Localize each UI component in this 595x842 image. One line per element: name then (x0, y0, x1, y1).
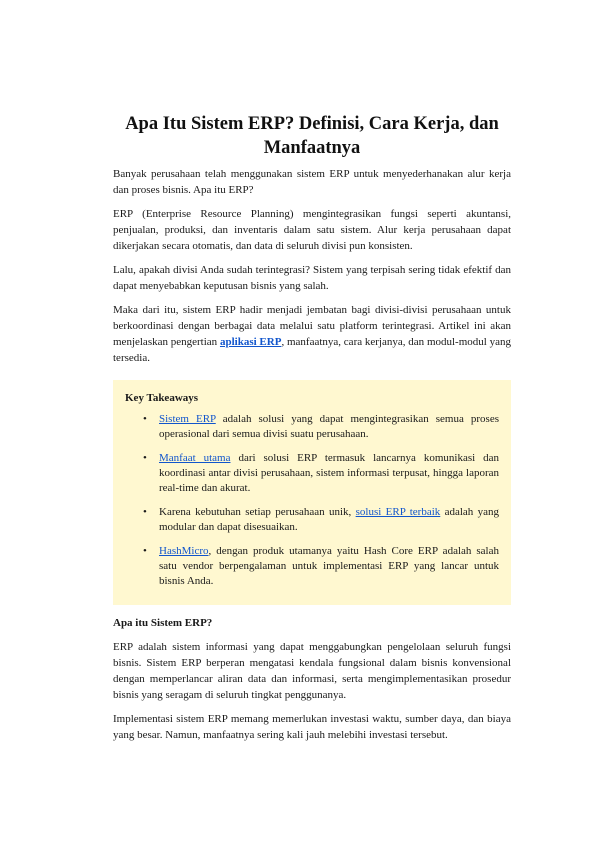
item-text: Karena kebutuhan setiap perusahaan unik, (159, 506, 356, 518)
intro-paragraph-2: ERP (Enterprise Resource Planning) mengintegrasikan fungsi seperti akuntansi, penjualan, produksi, dan inventaris dalam satu sistem. Alur kerja perusahaan dapat dikerjakan secara otomatis, dan data di seluruh divisi pun konsisten. (113, 208, 511, 252)
item-text: , dengan produk utamanya yaitu Hash Core ERP adalah salah satu vendor berpengalaman untuk implementasi ERP yang lancar untuk bisnis Anda. (159, 545, 499, 587)
bullet-icon: • (143, 506, 147, 518)
section-paragraph-1: ERP adalah sistem informasi yang dapat menggabungkan pengelolaan seluruh fungsi bisnis. Sistem ERP berperan mengatasi kendala fungsional dalam bisnis konvensional dengan memperlancar aliran data dan informasi, serta mengimplementasikan prosedur bisnis yang seragam di seluruh tingkat penggunanya. (113, 641, 511, 701)
paragraph-text: Maka dari itu, sistem ERP hadir menjadi jembatan bagi divisi-divisi perusahaan untuk berkoordinasi dengan berbagai data melalui satu platform terintegrasi. Artikel ini akan menjelaskan pengertian (113, 304, 511, 348)
bullet-icon: • (143, 413, 147, 425)
key-takeaways-list (125, 412, 499, 589)
intro-paragraph-4 (113, 302, 511, 366)
intro-paragraph-1: Banyak perusahaan telah menggunakan sistem ERP untuk menyederhanakan alur kerja dan proses bisnis. Apa itu ERP? (113, 168, 511, 196)
link-solusi-erp-terbaik[interactable]: solusi ERP terbaik (355, 506, 441, 518)
link-manfaat-utama[interactable]: Manfaat utama (159, 452, 231, 464)
paragraph-text: , manfaatnya, cara kerjanya, dan modul-modul yang tersedia. (113, 336, 511, 364)
item-text: dari solusi ERP termasuk lancarnya komunikasi dan koordinasi antar divisi perusahaan, sistem informasi terpusat, hingga laporan real-time dan akurat. (159, 452, 499, 494)
link-aplikasi-erp[interactable]: aplikasi ERP (219, 336, 282, 348)
item-text: adalah yang modular dan dapat disesuaikan. (159, 506, 500, 533)
list-item (143, 505, 500, 535)
link-sistem-erp[interactable]: Sistem ERP (159, 413, 216, 425)
key-takeaways-heading: Key Takeaways (125, 392, 199, 404)
link-hashmicro[interactable]: HashMicro (159, 545, 209, 557)
intro-paragraph-3: Lalu, apakah divisi Anda sudah terintegrasi? Sistem yang terpisah sering tidak efektif dan dapat menyebabkan keputusan bisnis yang salah. (113, 264, 511, 292)
page-title: Apa Itu Sistem ERP? Definisi, Cara Kerja, dan Manfaatnya (125, 114, 499, 158)
item-text: adalah solusi yang dapat mengintegrasikan semua proses operasional dari semua divisi suatu perusahaan. (159, 413, 499, 440)
bullet-icon: • (143, 452, 147, 464)
document-page (113, 112, 511, 751)
bullet-icon: • (143, 545, 147, 557)
list-item (143, 451, 499, 496)
list-item (143, 412, 499, 442)
section-paragraph-2: Implementasi sistem ERP memang memerlukan investasi waktu, sumber daya, dan biaya yang besar. Namun, manfaatnya sering kali jauh melebihi investasi tersebut. (113, 713, 511, 741)
section-heading: Apa itu Sistem ERP? (113, 617, 213, 629)
key-takeaways-box (113, 380, 511, 605)
list-item (143, 544, 499, 589)
